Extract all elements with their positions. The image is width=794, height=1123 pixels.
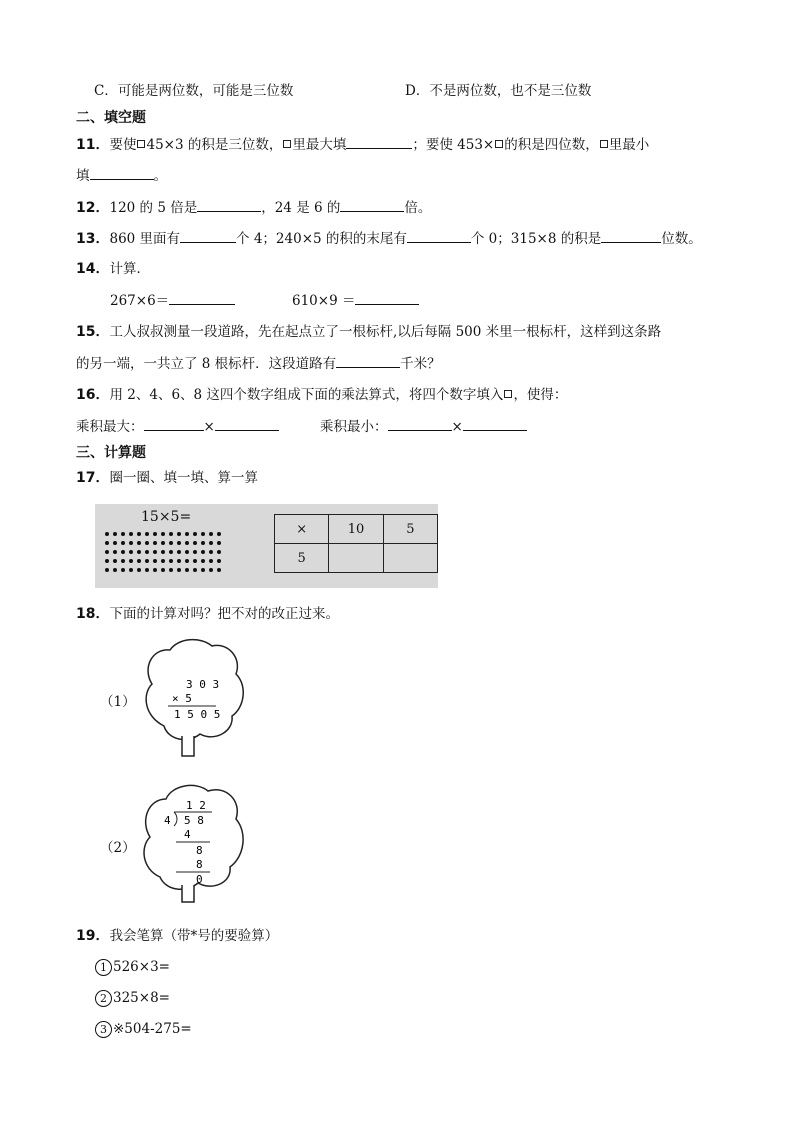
question-11-cont: 填 。: [76, 165, 167, 186]
dot: [169, 550, 173, 554]
table-cell: 10: [329, 515, 383, 544]
box-icon: [283, 140, 291, 148]
question-11: 11．要使 45×3 的积是三位数， 里最大填 ；要使 453× 的积是四位数， 里最小: [76, 134, 649, 155]
question-14: 14．计算．: [76, 261, 150, 277]
tree-1-figure: [138, 636, 248, 761]
box-icon: [600, 140, 608, 148]
circled-number: 1: [95, 959, 112, 976]
dot: [161, 550, 165, 554]
dot: [201, 550, 205, 554]
rem-1: 8: [196, 844, 203, 857]
dot: [169, 532, 173, 536]
dot: [105, 532, 109, 536]
dot: [177, 532, 181, 536]
dot: [209, 550, 213, 554]
answer-blank[interactable]: [407, 228, 471, 243]
dot: [113, 532, 117, 536]
dot: [145, 550, 149, 554]
dot: [129, 559, 133, 563]
dot: [193, 541, 197, 545]
table-cell: ×: [275, 515, 329, 544]
dot: [153, 568, 157, 572]
dot: [193, 559, 197, 563]
dot-grid: [103, 530, 233, 590]
dividend: 5 8: [184, 814, 204, 827]
dot: [201, 541, 205, 545]
option-d: D．不是两位数，也不是三位数: [405, 83, 592, 99]
dot: [137, 559, 141, 563]
multiplication-table: [274, 514, 438, 573]
question-16-max: 乘积最大： ×: [76, 416, 279, 437]
dot: [153, 532, 157, 536]
table-answer-cell[interactable]: [329, 544, 383, 573]
dot: [169, 559, 173, 563]
dot: [161, 568, 165, 572]
answer-blank[interactable]: [90, 165, 154, 180]
dot: [177, 568, 181, 572]
section-heading-calculation: 三、计算题: [76, 445, 146, 461]
dot: [137, 550, 141, 554]
answer-blank[interactable]: [388, 416, 452, 431]
question-14-expr-2: 610×9 ＝: [292, 290, 419, 311]
calc-line-3: 1 5 0 5: [174, 708, 221, 721]
dot: [209, 568, 213, 572]
question-16-min: 乘积最小： ×: [320, 416, 527, 437]
dot: [193, 568, 197, 572]
answer-blank[interactable]: [463, 416, 527, 431]
sub-1: 4: [184, 828, 191, 841]
dot: [193, 550, 197, 554]
dot: [185, 550, 189, 554]
table-answer-cell[interactable]: [383, 544, 437, 573]
dot: [121, 568, 125, 572]
rem-2: 0: [196, 873, 203, 886]
dot: [193, 532, 197, 536]
dot: [105, 568, 109, 572]
dot: [121, 559, 125, 563]
quotient: 1 2: [186, 799, 206, 812]
q19-item-1: 1 526×3=: [95, 957, 170, 977]
dot: [217, 568, 221, 572]
dot: [185, 532, 189, 536]
dot: [201, 568, 205, 572]
box-icon: [495, 140, 503, 148]
dot: [145, 541, 149, 545]
dot: [105, 559, 109, 563]
dot: [121, 550, 125, 554]
q19-item-3: 3 ※504-275=: [95, 1019, 192, 1039]
dot: [201, 559, 205, 563]
answer-blank[interactable]: [601, 228, 661, 243]
dot: [153, 541, 157, 545]
answer-blank[interactable]: [144, 416, 204, 431]
answer-blank[interactable]: [340, 197, 404, 212]
dot: [201, 532, 205, 536]
dot: [177, 550, 181, 554]
dot: [105, 550, 109, 554]
dot: [145, 568, 149, 572]
dot: [113, 559, 117, 563]
calc-line-2: × 5: [172, 692, 192, 705]
dot: [217, 559, 221, 563]
dot: [137, 541, 141, 545]
question-16: 16．用 2、4、6、8 这四个数字组成下面的乘法算式，将四个数字填入 ，使得：: [76, 387, 568, 403]
circled-number: 2: [95, 990, 112, 1007]
part-1-label: （1）: [100, 694, 136, 710]
dot: [209, 559, 213, 563]
dot: [161, 541, 165, 545]
dot: [153, 559, 157, 563]
question-19: 19．我会笔算（带*号的要验算）: [76, 928, 279, 944]
dot: [217, 532, 221, 536]
dot: [137, 532, 141, 536]
dot: [185, 541, 189, 545]
dot: [161, 559, 165, 563]
question-15-cont: 的另一端，一共立了 8 根标杆．这段道路有 千米？: [76, 353, 441, 374]
dot: [113, 568, 117, 572]
circled-number: 3: [95, 1021, 112, 1038]
question-17: 17．圈一圈、填一填、算一算: [76, 470, 258, 486]
calc-line-1: 3 0 3: [186, 678, 220, 691]
dot: [169, 541, 173, 545]
table-cell: 5: [383, 515, 437, 544]
question-14-expr-1: 267×6＝: [110, 290, 235, 311]
dot: [209, 532, 213, 536]
question-18: 18．下面的计算对吗？把不对的改正过来。: [76, 606, 339, 622]
tree-2-figure: [138, 781, 248, 906]
section-heading-fill-blank: 二、填空题: [76, 110, 146, 126]
dot: [217, 550, 221, 554]
table-cell: 5: [275, 544, 329, 573]
dot: [121, 541, 125, 545]
dot: [113, 541, 117, 545]
dot: [177, 559, 181, 563]
dot-array-figure: [95, 504, 438, 588]
option-c: C．可能是两位数，可能是三位数: [94, 83, 294, 99]
dot: [185, 568, 189, 572]
dot: [121, 532, 125, 536]
answer-blank[interactable]: [197, 197, 261, 212]
dot: [169, 568, 173, 572]
answer-blank[interactable]: [169, 290, 235, 305]
question-15: 15．工人叔叔测量一段道路，先在起点立了一根标杆,以后每隔 500 米里一根标杆，这样到这条路: [76, 324, 662, 340]
q19-item-2: 2 325×8=: [95, 988, 170, 1008]
dot: [105, 541, 109, 545]
answer-blank[interactable]: [355, 290, 419, 305]
answer-blank[interactable]: [346, 134, 412, 149]
dot: [161, 532, 165, 536]
dot: [153, 550, 157, 554]
question-13: 13．860 里面有 个 4；240×5 的积的末尾有 个 0；315×8 的积是 位数。: [76, 228, 702, 249]
dot: [113, 550, 117, 554]
question-12: 12．120 的 5 倍是 ，24 是 6 的 倍。: [76, 197, 431, 218]
dot: [129, 568, 133, 572]
sub-2: 8: [196, 858, 203, 871]
box-icon: [504, 390, 512, 398]
dot: [129, 550, 133, 554]
dot: [129, 541, 133, 545]
dot: [129, 532, 133, 536]
dot: [177, 541, 181, 545]
answer-blank[interactable]: [180, 228, 236, 243]
divisor: 4: [164, 814, 171, 827]
box-icon: [137, 140, 145, 148]
dot: [137, 568, 141, 572]
dot: [185, 559, 189, 563]
answer-blank[interactable]: [336, 353, 400, 368]
dot: [145, 559, 149, 563]
answer-blank[interactable]: [215, 416, 279, 431]
dot: [145, 532, 149, 536]
part-2-label: （2）: [100, 840, 136, 856]
figure-expression: 15×5=: [141, 509, 192, 525]
dot: [209, 541, 213, 545]
dot: [217, 541, 221, 545]
